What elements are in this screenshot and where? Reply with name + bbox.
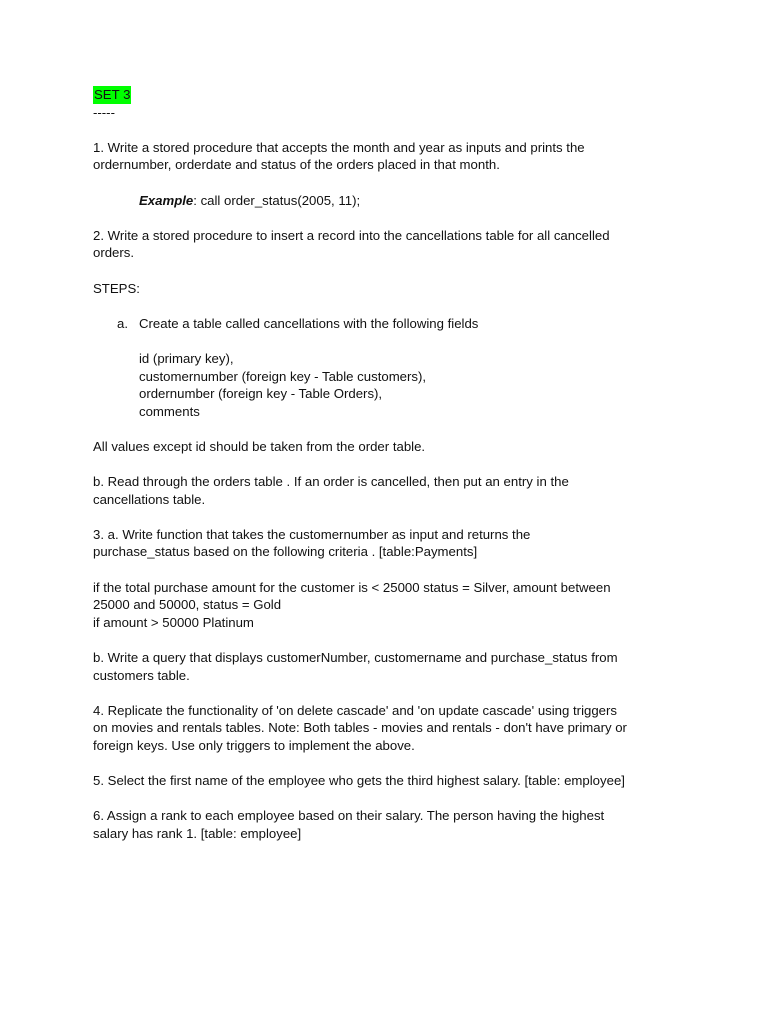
step-a-text: Create a table called cancellations with the following fields xyxy=(139,315,479,331)
q3-b-line-2: customers table. xyxy=(93,667,190,683)
q1-example xyxy=(93,192,683,210)
q1-line-1: 1. Write a stored procedure that accepts the month and year as inputs and prints the xyxy=(93,139,585,155)
q2-b-line-1: b. Read through the orders table . If an order is cancelled, then put an entry in the xyxy=(93,474,569,490)
steps-heading: STEPS: xyxy=(93,280,140,296)
example-label: Example xyxy=(139,192,194,208)
set-heading xyxy=(93,86,683,104)
q6-line-1: 6. Assign a rank to each employee based on their salary. The person having the highest xyxy=(93,808,605,824)
q5-line-1: 5. Select the first name of the employee who gets the third highest salary. [table: employee] xyxy=(93,773,625,789)
q1-line-2: ordernumber, orderdate and status of the orders placed in that month. xyxy=(93,157,500,173)
q4-line-2: on movies and rentals tables. Note: Both tables - movies and rentals - don't have primary or xyxy=(93,720,627,736)
q4-line-1: 4. Replicate the functionality of 'on delete cascade' and 'on update cascade' using triggers xyxy=(93,702,617,718)
field-item: id (primary key), xyxy=(139,350,234,366)
q3-criteria-line-3: if amount > 50000 Platinum xyxy=(93,614,254,630)
q2-b-line-2: cancellations table. xyxy=(93,491,206,507)
q6-line-2: salary has rank 1. [table: employee] xyxy=(93,825,302,841)
field-item: ordernumber (foreign key - Table Orders), xyxy=(139,386,383,402)
q2-line-1: 2. Write a stored procedure to insert a record into the cancellations table for all cancelled xyxy=(93,227,610,243)
q4-line-3: foreign keys. Use only triggers to implement the above. xyxy=(93,737,415,753)
example-text: : call order_status(2005, 11); xyxy=(193,192,361,208)
step-a xyxy=(93,315,683,333)
q2-line-2: orders. xyxy=(93,245,135,261)
field-item: customernumber (foreign key - Table customers), xyxy=(139,368,427,384)
set-rule: ----- xyxy=(93,104,115,120)
set-title: SET 3 xyxy=(94,87,131,102)
q3-b-line-1: b. Write a query that displays customerNumber, customername and purchase_status from xyxy=(93,650,618,665)
q3-a-line-2: purchase_status based on the following criteria . [table:Payments] xyxy=(93,544,478,560)
q3-a-line-1: 3. a. Write function that takes the customernumber as input and returns the xyxy=(93,526,531,542)
q3-criteria-line-2: 25000 and 50000, status = Gold xyxy=(93,597,282,613)
step-a-marker: a. xyxy=(117,315,128,331)
field-item: comments xyxy=(139,403,200,419)
q3-criteria-line-1: if the total purchase amount for the customer is < 25000 status = Silver, amount between xyxy=(93,579,611,595)
document-page xyxy=(93,86,683,843)
q2-note: All values except id should be taken from the order table. xyxy=(93,438,426,454)
